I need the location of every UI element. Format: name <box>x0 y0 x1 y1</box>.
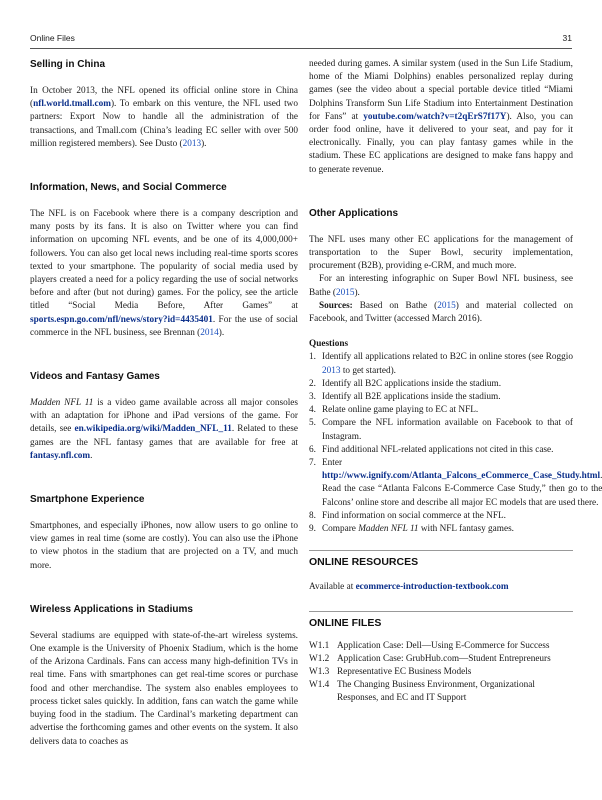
question-item: 7. Enter http://www.ignify.com/Atlanta_Falcons_eCommerce_Case_Study.html Read the case “Atlanta Falcons E-Commerce Case Study,” then go to the Falcons’ online store and describe all major EC models that are used there. <box>309 458 602 508</box>
online-file-item[interactable]: W1.4 The Changing Business Environment, Organizational Responses, and EC and IT Support <box>309 680 535 704</box>
link-textbook-site[interactable]: ecommerce-introduction-textbook.com <box>355 582 509 593</box>
question-item: 5. Compare the NFL information available on Facebook to that of Instagram. <box>309 418 573 442</box>
citation-dusto[interactable]: 2013 <box>182 138 202 149</box>
page-number: 31 <box>562 33 572 43</box>
heading-videos-fantasy: Videos and Fantasy Games <box>30 371 160 383</box>
paragraph-videos: Madden NFL 11 is a video game available across all major consoles with an adaptation for iPhone and iPad versions of the game. For details, see en.wikipedia.org/wiki/Madden_NFL_11. Related to these games are the NFL fantasy games that are available for free at fantasy.nfl.com. <box>30 398 298 461</box>
question-item: 1. Identify all applications related to B2C in online stores (see Roggio 2013 to get started). <box>309 352 573 376</box>
link-youtube-dolphins[interactable]: youtube.com/watch?v=t2qErS7f17Y <box>363 111 507 122</box>
paragraph-smartphone: Smartphones, and especially iPhones, now allow users to go online to view games in real time (some are costly). You can also use the iPhone to view photos in the stadium that are projected on a TV, and much more. <box>30 521 298 571</box>
heading-wireless-stadiums: Wireless Applications in Stadiums <box>30 603 193 615</box>
question-item: 8. Find information on social commerce at the NFL. <box>309 510 506 521</box>
online-files-section <box>309 611 573 706</box>
question-item: 4. Relate online game playing to EC at NFL. <box>309 405 479 416</box>
question-item: 2. Identify all B2C applications inside the stadium. <box>309 378 502 389</box>
running-header <box>30 33 572 49</box>
heading-smartphone-experience: Smartphone Experience <box>30 494 145 506</box>
paragraph-wireless: Several stadiums are equipped with state-of-the-art wireless systems. One example is the University of Phoenix Stadium, which is the home of the Arizona Cardinals. Fans can access many high-definition TVs in real time. Fans with smartphones can get real-time scores or purchase food and other merchandise. The system also enables employees to process ticket sales quickly. In addition, fans can watch the game while buying food in the stadium. The Cardinal’s marketing department can advertise the forthcoming games and other events on the system. It also delivers data to coaches as <box>30 630 298 747</box>
online-files-list <box>309 640 573 706</box>
question-item: 9. Compare Madden NFL 11 with NFL fantasy games. <box>309 524 514 535</box>
question-item: 6. Find additional NFL-related applications not cited in this case. <box>309 444 554 455</box>
online-file-item[interactable]: W1.3 Representative EC Business Models <box>309 666 472 677</box>
paragraph-resources: Available at ecommerce-introduction-textbook.com <box>309 582 509 593</box>
online-file-item[interactable]: W1.1 Application Case: Dell—Using E-Commerce for Success <box>309 640 550 651</box>
heading-online-files: ONLINE FILES <box>309 616 382 629</box>
link-wikipedia-madden[interactable]: en.wikipedia.org/wiki/Madden_NFL_11 <box>74 424 232 435</box>
link-fantasy-nfl[interactable]: fantasy.nfl.com <box>30 450 91 461</box>
question-item: 3. Identify all B2E applications inside the stadium. <box>309 392 501 403</box>
paragraph-selling: In October 2013, the NFL opened its official online store in China (nfl.world.tmall.com). To embark on this venture, the NFL used two partners: Export Now to handle all the administration of the transactions, and Tmall.com (China’s leading EC seller with over 500 million registered members). See Dusto (2013). <box>30 86 298 149</box>
paragraph-other-applications: The NFL uses many other EC applications for the management of transportation to the Super Bowl, security implementation, procurement (B2B), providing e-CRM, and much more. <box>309 234 573 272</box>
link-espn-policy[interactable]: sports.espn.go.com/nfl/news/story?id=4435401 <box>30 314 213 325</box>
header-rule <box>30 48 572 49</box>
heading-selling-in-china: Selling in China <box>30 59 106 70</box>
questions-heading: Questions <box>309 339 349 350</box>
online-file-item[interactable]: W1.2 Application Case: GrubHub.com—Student Entrepreneurs <box>309 653 551 664</box>
running-header-section: Online Files <box>30 33 75 43</box>
online-resources-section <box>309 550 573 594</box>
citation-bathe-1[interactable]: 2015 <box>335 287 355 298</box>
paragraph-stadium-continued: needed during games. A similar system (used in the Sun Life Stadium, home of the Miami Dolphins) enables personalized replay during games (see the video about a special portable device titled “Miami Dolphins Transform Sun Life Stadium into Entertainment Destination for Fans” at youtube.com/watch?v=t2qErS7f17Y). Also, you can order food online, have it delivered to your seat, and pay for it electronically. Finally, you can play fantasy games while in the stadium. These EC applications are designed to make fans happy and to generate revenue. <box>309 59 573 175</box>
right-column <box>309 58 602 706</box>
citation-brennan[interactable]: 2014 <box>200 327 219 338</box>
heading-online-resources: ONLINE RESOURCES <box>309 556 419 569</box>
link-ignify-falcons[interactable]: http://www.ignify.com/Atlanta_Falcons_eCommerce_Case_Study.html <box>322 471 601 482</box>
left-column <box>30 58 298 749</box>
citation-bathe-2[interactable]: 2015 <box>437 300 456 311</box>
questions-list <box>309 351 602 536</box>
heading-information-news-social: Information, News, and Social Commerce <box>30 182 227 194</box>
heading-other-applications: Other Applications <box>309 207 399 219</box>
paragraph-infographic: For an interesting infographic on Super Bowl NFL business, see Bathe (2015). <box>309 274 573 298</box>
citation-roggio[interactable]: 2013 <box>322 365 341 376</box>
paragraph-sources: Sources: Based on Bathe (2015) and material collected on Facebook, and Twitter (accessed March 2016). <box>309 300 574 325</box>
paragraph-social: The NFL is on Facebook where there is a company description and many posts by its fans. It is also on Twitter where you can find information on upcoming NFL events, and be one of its 4,000,000+ followers. You can also get local news including real-time sports scores texted to your smartphone. The popularity of social media used by players created a need for a policy regarding the use of social networks before and after (but not during) games. For the policy, see the article titled “Social Media Before, After Games” at sports.espn.go.com/nfl/news/story?id=4435401. For the use of social commerce in the NFL business, see Brennan (2014). <box>30 209 298 338</box>
link-nfl-tmall[interactable]: nfl.world.tmall.com <box>33 99 111 110</box>
